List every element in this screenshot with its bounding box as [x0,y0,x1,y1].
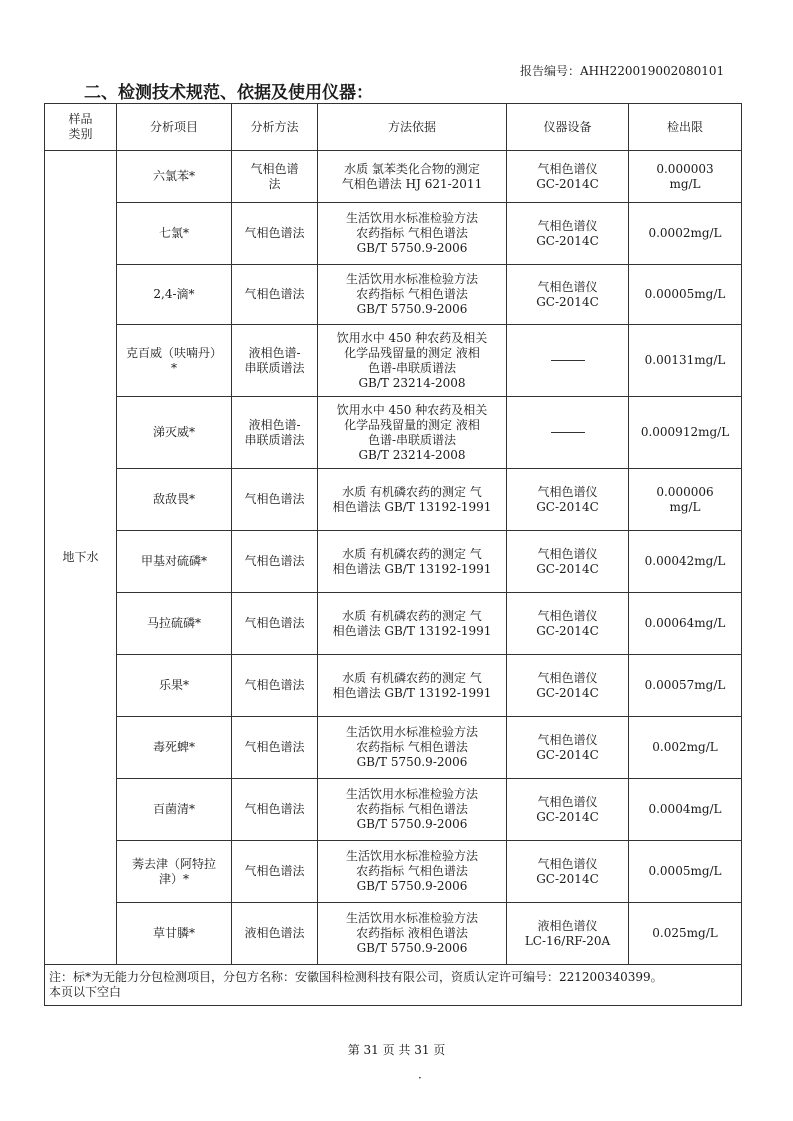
note-row [45,965,742,1006]
analysis-item-cell: 草甘膦* [117,903,232,965]
detection-limit-cell: 0.0002mg/L [629,203,742,265]
analysis-method-cell: 气相色谱法 [232,469,318,531]
sample-category-cell: 地下水 [45,151,117,965]
instrument-cell: 气相色谱仪 GC-2014C [507,265,629,325]
instrument-cell: 气相色谱仪 GC-2014C [507,655,629,717]
analysis-method-cell: 气相色谱法 [232,717,318,779]
analysis-method-cell: 液相色谱- 串联质谱法 [232,325,318,397]
table-row [45,593,742,655]
instrument-cell [507,325,629,397]
table-row [45,469,742,531]
instrument-cell: 气相色谱仪 GC-2014C [507,779,629,841]
header-instrument: 仪器设备 [507,104,629,151]
method-basis-cell: 生活饮用水标准检验方法 农药指标 气相色谱法 GB/T 5750.9-2006 [318,717,507,779]
instrument-cell: 气相色谱仪 GC-2014C [507,717,629,779]
not-applicable-dash [551,432,585,433]
analysis-item-cell: 2,4-滴* [117,265,232,325]
instrument-cell: 气相色谱仪 GC-2014C [507,531,629,593]
detection-limit-cell: 0.000912mg/L [629,397,742,469]
analysis-item-cell: 乐果* [117,655,232,717]
analysis-item-cell: 克百威（呋喃丹） * [117,325,232,397]
bottom-mark: · [418,1071,422,1085]
method-basis-cell: 饮用水中 450 种农药及相关 化学品残留量的测定 液相 色谱-串联质谱法 GB/T 23214-2008 [318,397,507,469]
table-row [45,203,742,265]
not-applicable-dash [551,360,585,361]
header-detection-limit: 检出限 [629,104,742,151]
table-row [45,655,742,717]
instrument-cell: 气相色谱仪 GC-2014C [507,593,629,655]
header-analysis-method: 分析方法 [232,104,318,151]
instrument-cell [507,397,629,469]
table-row [45,779,742,841]
analysis-method-cell: 气相色谱法 [232,779,318,841]
analysis-item-cell: 毒死蜱* [117,717,232,779]
method-basis-cell: 水质 有机磷农药的测定 气 相色谱法 GB/T 13192-1991 [318,469,507,531]
detection-limit-cell: 0.00057mg/L [629,655,742,717]
analysis-item-cell: 敌敌畏* [117,469,232,531]
method-basis-cell: 生活饮用水标准检验方法 农药指标 气相色谱法 GB/T 5750.9-2006 [318,265,507,325]
analysis-method-cell: 气相色谱法 [232,655,318,717]
detection-limit-cell: 0.00064mg/L [629,593,742,655]
analysis-method-cell: 气相色谱法 [232,203,318,265]
analysis-method-cell: 气相色谱法 [232,841,318,903]
section-title: 二、检测技术规范、依据及使用仪器： [84,83,373,103]
analysis-method-cell: 气相色谱法 [232,531,318,593]
table-row [45,325,742,397]
header-analysis-item: 分析项目 [117,104,232,151]
instrument-cell: 气相色谱仪 GC-2014C [507,203,629,265]
analysis-item-cell: 马拉硫磷* [117,593,232,655]
detection-limit-cell: 0.00042mg/L [629,531,742,593]
table-header-row [45,104,742,151]
analysis-item-cell: 六氯苯* [117,151,232,203]
method-basis-cell: 水质 有机磷农药的测定 气 相色谱法 GB/T 13192-1991 [318,593,507,655]
method-basis-cell: 生活饮用水标准检验方法 农药指标 气相色谱法 GB/T 5750.9-2006 [318,841,507,903]
analysis-method-cell: 气相色谱法 [232,265,318,325]
table-row [45,903,742,965]
detection-limit-cell: 0.00131mg/L [629,325,742,397]
table-row [45,397,742,469]
method-basis-cell: 水质 有机磷农药的测定 气 相色谱法 GB/T 13192-1991 [318,531,507,593]
table-row [45,531,742,593]
report-number: 报告编号：AHH220019002080101 [520,64,725,78]
analysis-item-cell: 莠去津（阿特拉 津）* [117,841,232,903]
analysis-method-cell: 液相色谱法 [232,903,318,965]
table-row [45,717,742,779]
table-row [45,265,742,325]
detection-limit-cell: 0.000003 mg/L [629,151,742,203]
instrument-cell: 气相色谱仪 GC-2014C [507,151,629,203]
method-basis-cell: 水质 有机磷农药的测定 气 相色谱法 GB/T 13192-1991 [318,655,507,717]
detection-limit-cell: 0.00005mg/L [629,265,742,325]
method-basis-cell: 饮用水中 450 种农药及相关 化学品残留量的测定 液相 色谱-串联质谱法 GB/T 23214-2008 [318,325,507,397]
page-footer: 第 31 页 共 31 页 [347,1043,446,1057]
table-row [45,841,742,903]
analysis-method-cell: 气相色谱法 [232,593,318,655]
method-basis-cell: 生活饮用水标准检验方法 农药指标 气相色谱法 GB/T 5750.9-2006 [318,203,507,265]
instrument-cell: 液相色谱仪 LC-16/RF-20A [507,903,629,965]
detection-limit-cell: 0.002mg/L [629,717,742,779]
analysis-item-cell: 七氯* [117,203,232,265]
analysis-method-cell: 液相色谱- 串联质谱法 [232,397,318,469]
detection-limit-cell: 0.000006 mg/L [629,469,742,531]
method-basis-cell: 生活饮用水标准检验方法 农药指标 液相色谱法 GB/T 5750.9-2006 [318,903,507,965]
method-basis-cell: 生活饮用水标准检验方法 农药指标 气相色谱法 GB/T 5750.9-2006 [318,779,507,841]
method-basis-cell: 水质 氯苯类化合物的测定 气相色谱法 HJ 621-2011 [318,151,507,203]
instrument-cell: 气相色谱仪 GC-2014C [507,469,629,531]
instrument-cell: 气相色谱仪 GC-2014C [507,841,629,903]
detection-limit-cell: 0.0005mg/L [629,841,742,903]
analysis-item-cell: 甲基对硫磷* [117,531,232,593]
analysis-item-cell: 百菌清* [117,779,232,841]
analysis-item-cell: 涕灭威* [117,397,232,469]
header-method-basis: 方法依据 [318,104,507,151]
method-table [44,103,742,1006]
table-note: 注：标*为无能力分包检测项目，分包方名称：安徽国科检测科技有限公司，资质认定许可编号：221200340399。 本页以下空白 [45,965,742,1006]
detection-limit-cell: 0.025mg/L [629,903,742,965]
table-row [45,151,742,203]
detection-limit-cell: 0.0004mg/L [629,779,742,841]
header-sample-category: 样品 类别 [45,104,117,151]
analysis-method-cell: 气相色谱 法 [232,151,318,203]
